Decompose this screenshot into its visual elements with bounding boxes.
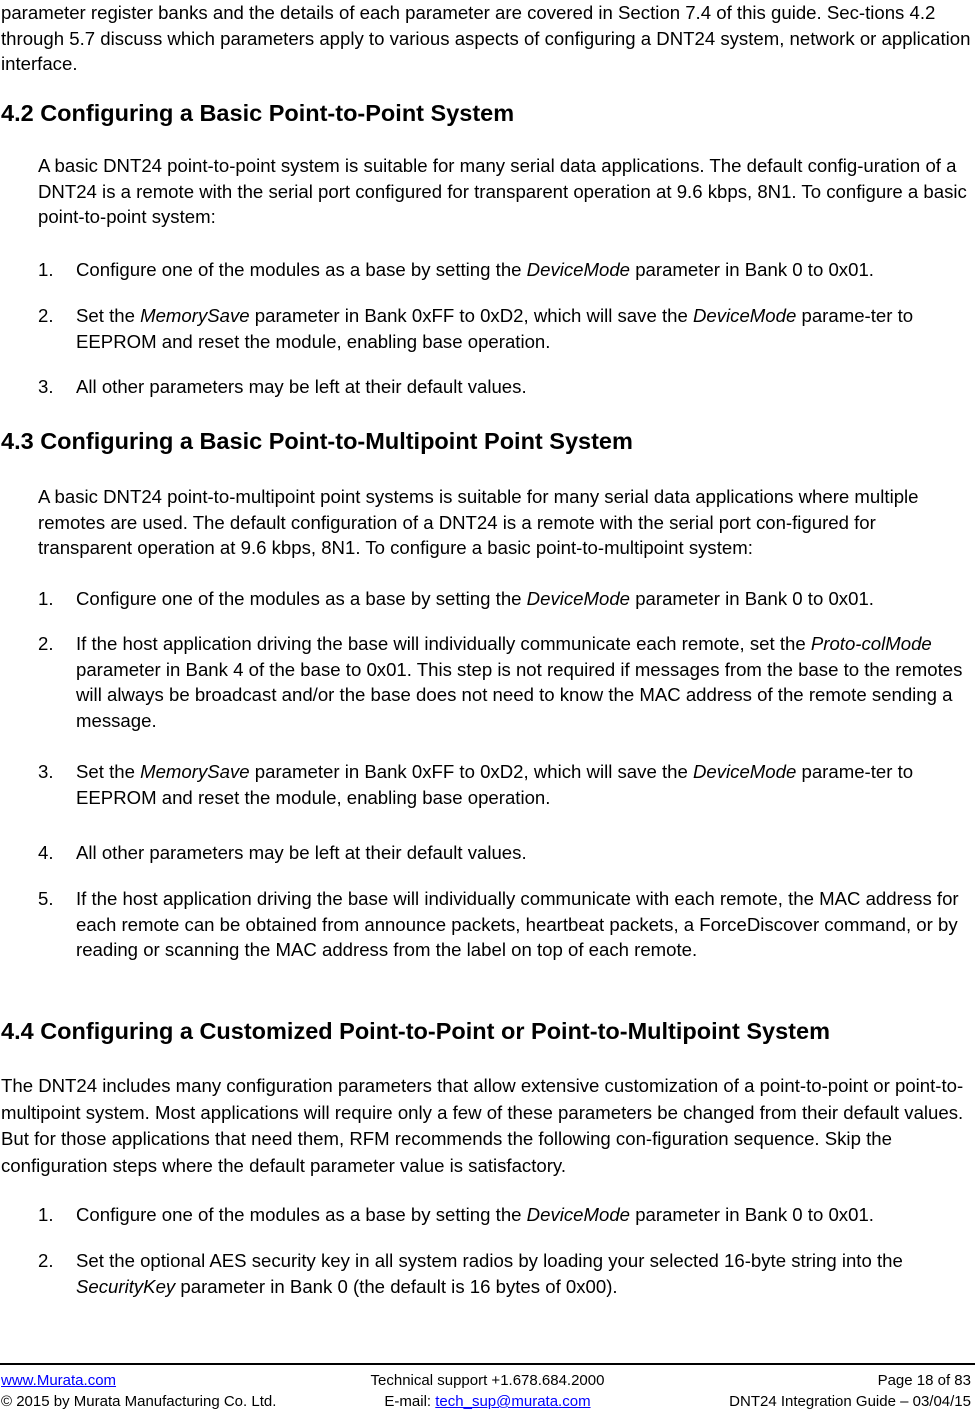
list-item <box>38 1202 973 1228</box>
list-item-number: 3. <box>38 761 54 782</box>
list-item-number: 2. <box>38 305 54 326</box>
list-item-number: 2. <box>38 633 54 654</box>
list-item <box>38 840 973 866</box>
list-item <box>38 257 973 283</box>
list-item-number: 1. <box>38 588 54 609</box>
page-footer <box>0 1371 975 1413</box>
footer-divider <box>0 1363 975 1365</box>
list-item-text: Configure one of the modules as a base by setting the DeviceMode parameter in Bank 0 to 0x01. <box>76 588 874 609</box>
list-item-text: Set the MemorySave parameter in Bank 0xFF to 0xD2, which will save the DeviceMode parame-ter to EEPROM and reset the module, enabling base operation. <box>76 761 914 808</box>
list-item <box>38 586 973 612</box>
list-item-text: All other parameters may be left at their default values. <box>76 842 527 863</box>
email-link[interactable]: tech_sup@murata.com <box>435 1393 591 1410</box>
list-item-text: If the host application driving the base will individually communicate each remote, set the Proto-colMode parameter in Bank 4 of the base to 0x01. This step is not required if messages from the base to the remotes will always be broadcast and/or the base does not need to know the MAC address of the remote sending a message. <box>76 633 963 731</box>
list-item-number: 5. <box>38 888 54 909</box>
list-item <box>38 886 973 963</box>
list-item-number: 3. <box>38 376 54 397</box>
list-item <box>38 1248 973 1299</box>
list-item-number: 4. <box>38 842 54 863</box>
list-item <box>38 303 973 354</box>
list-item <box>38 759 973 810</box>
copyright-text: © 2015 by Murata Manufacturing Co. Ltd. <box>1 1393 277 1410</box>
section-4-2-paragraph: A basic DNT24 point-to-point system is suitable for many serial data applications. The default config-uration of a DNT24 is a remote with the serial port configured for transparent operation at 9.6 kbps, 8N1. To configure a basic point-to-point system: <box>38 155 967 227</box>
section-4-4-paragraph: The DNT24 includes many configuration parameters that allow extensive customization of a point-to-point or point-to-multipoint system. Most applications will require only a few of these parameters be changed from their default values. But for those applications that need them, RFM recommends the following con-figuration sequence. Skip the configuration steps where the default parameter value is satisfactory. <box>1 1075 964 1176</box>
section-4-4-heading: 4.4 Configuring a Customized Point-to-Point or Point-to-Multipoint System <box>1 1018 830 1044</box>
list-item-text: If the host application driving the base will individually communicate with each remote, the MAC address for each remote can be obtained from announce packets, heartbeat packets, a ForceDiscover command, or by reading or scanning the MAC address from the label on top of each remote. <box>76 888 959 960</box>
tech-support-text: Technical support +1.678.684.2000 <box>370 1372 605 1389</box>
list-item-number: 2. <box>38 1250 54 1271</box>
intro-paragraph: parameter register banks and the details of each parameter are covered in Section 7.4 of this guide. Sec-tions 4.2 through 5.7 discuss which parameters apply to various aspects of configuring a DNT24 system, network or application interface. <box>1 2 971 74</box>
list-item-number: 1. <box>38 259 54 280</box>
section-4-3-paragraph: A basic DNT24 point-to-multipoint point systems is suitable for many serial data applications where multiple remotes are used. The default configuration of a DNT24 is a remote with the serial port con-figured for transparent operation at 9.6 kbps, 8N1. To configure a basic point-to-multipoint system: <box>38 486 919 558</box>
page-number: Page 18 of 83 <box>877 1372 971 1389</box>
list-item-text: Configure one of the modules as a base by setting the DeviceMode parameter in Bank 0 to 0x01. <box>76 259 874 280</box>
website-link[interactable]: www.Murata.com <box>1 1372 117 1389</box>
list-item <box>38 374 973 400</box>
list-item-text: Configure one of the modules as a base by setting the DeviceMode parameter in Bank 0 to 0x01. <box>76 1204 874 1225</box>
list-item-text: Set the MemorySave parameter in Bank 0xFF to 0xD2, which will save the DeviceMode parame-ter to EEPROM and reset the module, enabling base operation. <box>76 305 914 352</box>
list-item-number: 1. <box>38 1204 54 1225</box>
list-item <box>38 631 973 733</box>
email-label: E-mail: <box>384 1393 436 1410</box>
section-4-3-heading: 4.3 Configuring a Basic Point-to-Multipoint Point System <box>1 428 633 454</box>
guide-title-date: DNT24 Integration Guide – 03/04/15 <box>729 1393 971 1410</box>
section-4-2-heading: 4.2 Configuring a Basic Point-to-Point System <box>1 100 515 126</box>
list-item-text: All other parameters may be left at their default values. <box>76 376 527 397</box>
list-item-text: Set the optional AES security key in all system radios by loading your selected 16-byte string into the SecurityKey parameter in Bank 0 (the default is 16 bytes of 0x00). <box>76 1250 903 1297</box>
